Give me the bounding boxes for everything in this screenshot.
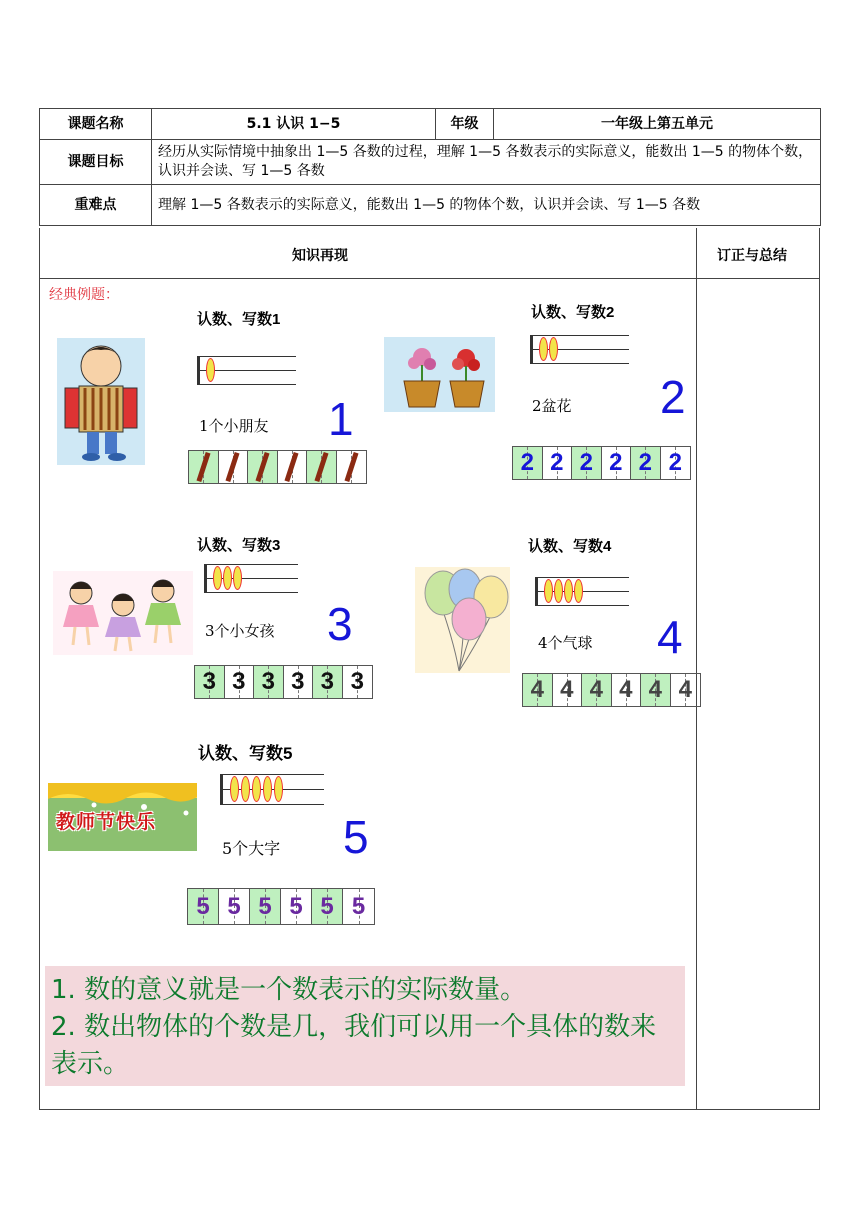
grid-cell: [307, 451, 337, 483]
grid-cell: 3: [313, 666, 343, 698]
example-2-caption: 2盆花: [532, 397, 572, 415]
bead: [274, 776, 283, 802]
grid-cell: 4: [612, 674, 642, 706]
grade-value: 一年级上第五单元: [494, 109, 821, 140]
example-label: 经典例题：: [49, 287, 119, 303]
grid-cell: 3: [343, 666, 373, 698]
bead: [544, 579, 553, 603]
example-5-number: 5: [343, 811, 369, 863]
example-3-title: 认数、写数3: [197, 537, 281, 554]
grid-cell: 5: [188, 889, 219, 924]
bead: [539, 337, 548, 361]
example-3-writing-grid: [194, 665, 373, 699]
example-3-counter: [204, 564, 298, 592]
example-4-writing-grid: [522, 673, 701, 707]
grid-cell: 2: [631, 447, 661, 479]
grid-cell: 2: [602, 447, 632, 479]
example-1-counter: [197, 356, 296, 384]
grid-cell: [337, 451, 367, 483]
bead: [252, 776, 261, 802]
grid-cell: 3: [225, 666, 255, 698]
example-1-title: 认数、写数1: [197, 311, 281, 328]
bead: [549, 337, 558, 361]
grid-cell: 5: [312, 889, 343, 924]
example-2-counter: [530, 335, 629, 363]
bead: [213, 566, 222, 590]
grid-cell: 2: [513, 447, 543, 479]
bead: [233, 566, 242, 590]
grid-cell: 4: [641, 674, 671, 706]
example-5-writing-grid: [187, 888, 375, 925]
bead: [241, 776, 250, 802]
balloons-picture: [415, 567, 510, 673]
example-2-title: 认数、写数2: [531, 304, 615, 321]
example-4-caption: 4个气球: [538, 634, 593, 652]
lesson-info-table: [39, 108, 821, 226]
header-divider: [39, 278, 820, 279]
grid-cell: 4: [582, 674, 612, 706]
column-divider: [696, 228, 697, 1110]
grid-cell: 5: [343, 889, 374, 924]
grid-cell: 3: [284, 666, 314, 698]
goal-label: 课题目标: [40, 140, 152, 185]
grid-cell: 2: [661, 447, 691, 479]
example-5-caption: 5个大字: [222, 839, 281, 858]
correction-column-heading: 订正与总结: [717, 248, 787, 264]
example-2-number: 2: [660, 371, 686, 423]
banner-text: 教师节快乐: [56, 811, 157, 833]
grid-cell: 5: [250, 889, 281, 924]
example-5-counter: [220, 774, 324, 804]
grid-cell: [248, 451, 278, 483]
grade-label: 年级: [436, 109, 494, 140]
bead: [574, 579, 583, 603]
example-4-counter: [535, 577, 629, 605]
summary-line-1: 1. 数的意义就是一个数表示的实际数量。: [51, 975, 527, 1005]
grid-cell: 2: [572, 447, 602, 479]
child-accordion-picture: [57, 338, 145, 465]
grid-cell: 4: [671, 674, 701, 706]
example-2-writing-grid: [512, 446, 691, 480]
example-1-writing-grid: [188, 450, 367, 484]
example-1-number: 1: [328, 393, 354, 445]
grid-cell: 3: [195, 666, 225, 698]
grid-cell: 4: [553, 674, 583, 706]
example-5-title: 认数、写数5: [198, 744, 293, 763]
grid-cell: [219, 451, 249, 483]
bead: [564, 579, 573, 603]
summary-line-2: 2. 数出物体的个数是几，我们可以用一个具体的数来表示。: [51, 1012, 657, 1079]
grid-cell: 2: [543, 447, 573, 479]
example-1-caption: 1个小朋友: [199, 417, 269, 435]
teachers-day-banner: [48, 783, 197, 851]
grid-cell: 5: [281, 889, 312, 924]
example-3-number: 3: [327, 598, 353, 650]
bead: [554, 579, 563, 603]
flower-pots-picture: [384, 337, 495, 412]
example-4-title: 认数、写数4: [528, 538, 612, 555]
example-3-caption: 3个小女孩: [205, 622, 275, 640]
grid-cell: 5: [219, 889, 250, 924]
grid-cell: 4: [523, 674, 553, 706]
summary-box: [45, 966, 685, 1086]
bead: [206, 358, 215, 382]
three-girls-picture: [53, 571, 193, 655]
grid-cell: [189, 451, 219, 483]
key-point-value: 理解 1—5 各数表示的实际意义，能数出 1—5 的物体个数，认识并会读、写 1—5 各数: [152, 185, 821, 226]
grid-cell: 3: [254, 666, 284, 698]
grid-cell: [278, 451, 308, 483]
lesson-name-label: 课题名称: [40, 109, 152, 140]
lesson-name-value: 5.1 认识 1−5: [152, 109, 436, 140]
bead: [263, 776, 272, 802]
goal-value: 经历从实际情境中抽象出 1—5 各数的过程，理解 1—5 各数表示的实际意义，能数出 1—5 的物体个数，认识并会读、写 1—5 各数: [152, 140, 821, 185]
bead: [230, 776, 239, 802]
bead: [223, 566, 232, 590]
key-point-label: 重难点: [40, 185, 152, 226]
knowledge-column-heading: 知识再现: [292, 248, 348, 264]
example-4-number: 4: [657, 611, 683, 663]
